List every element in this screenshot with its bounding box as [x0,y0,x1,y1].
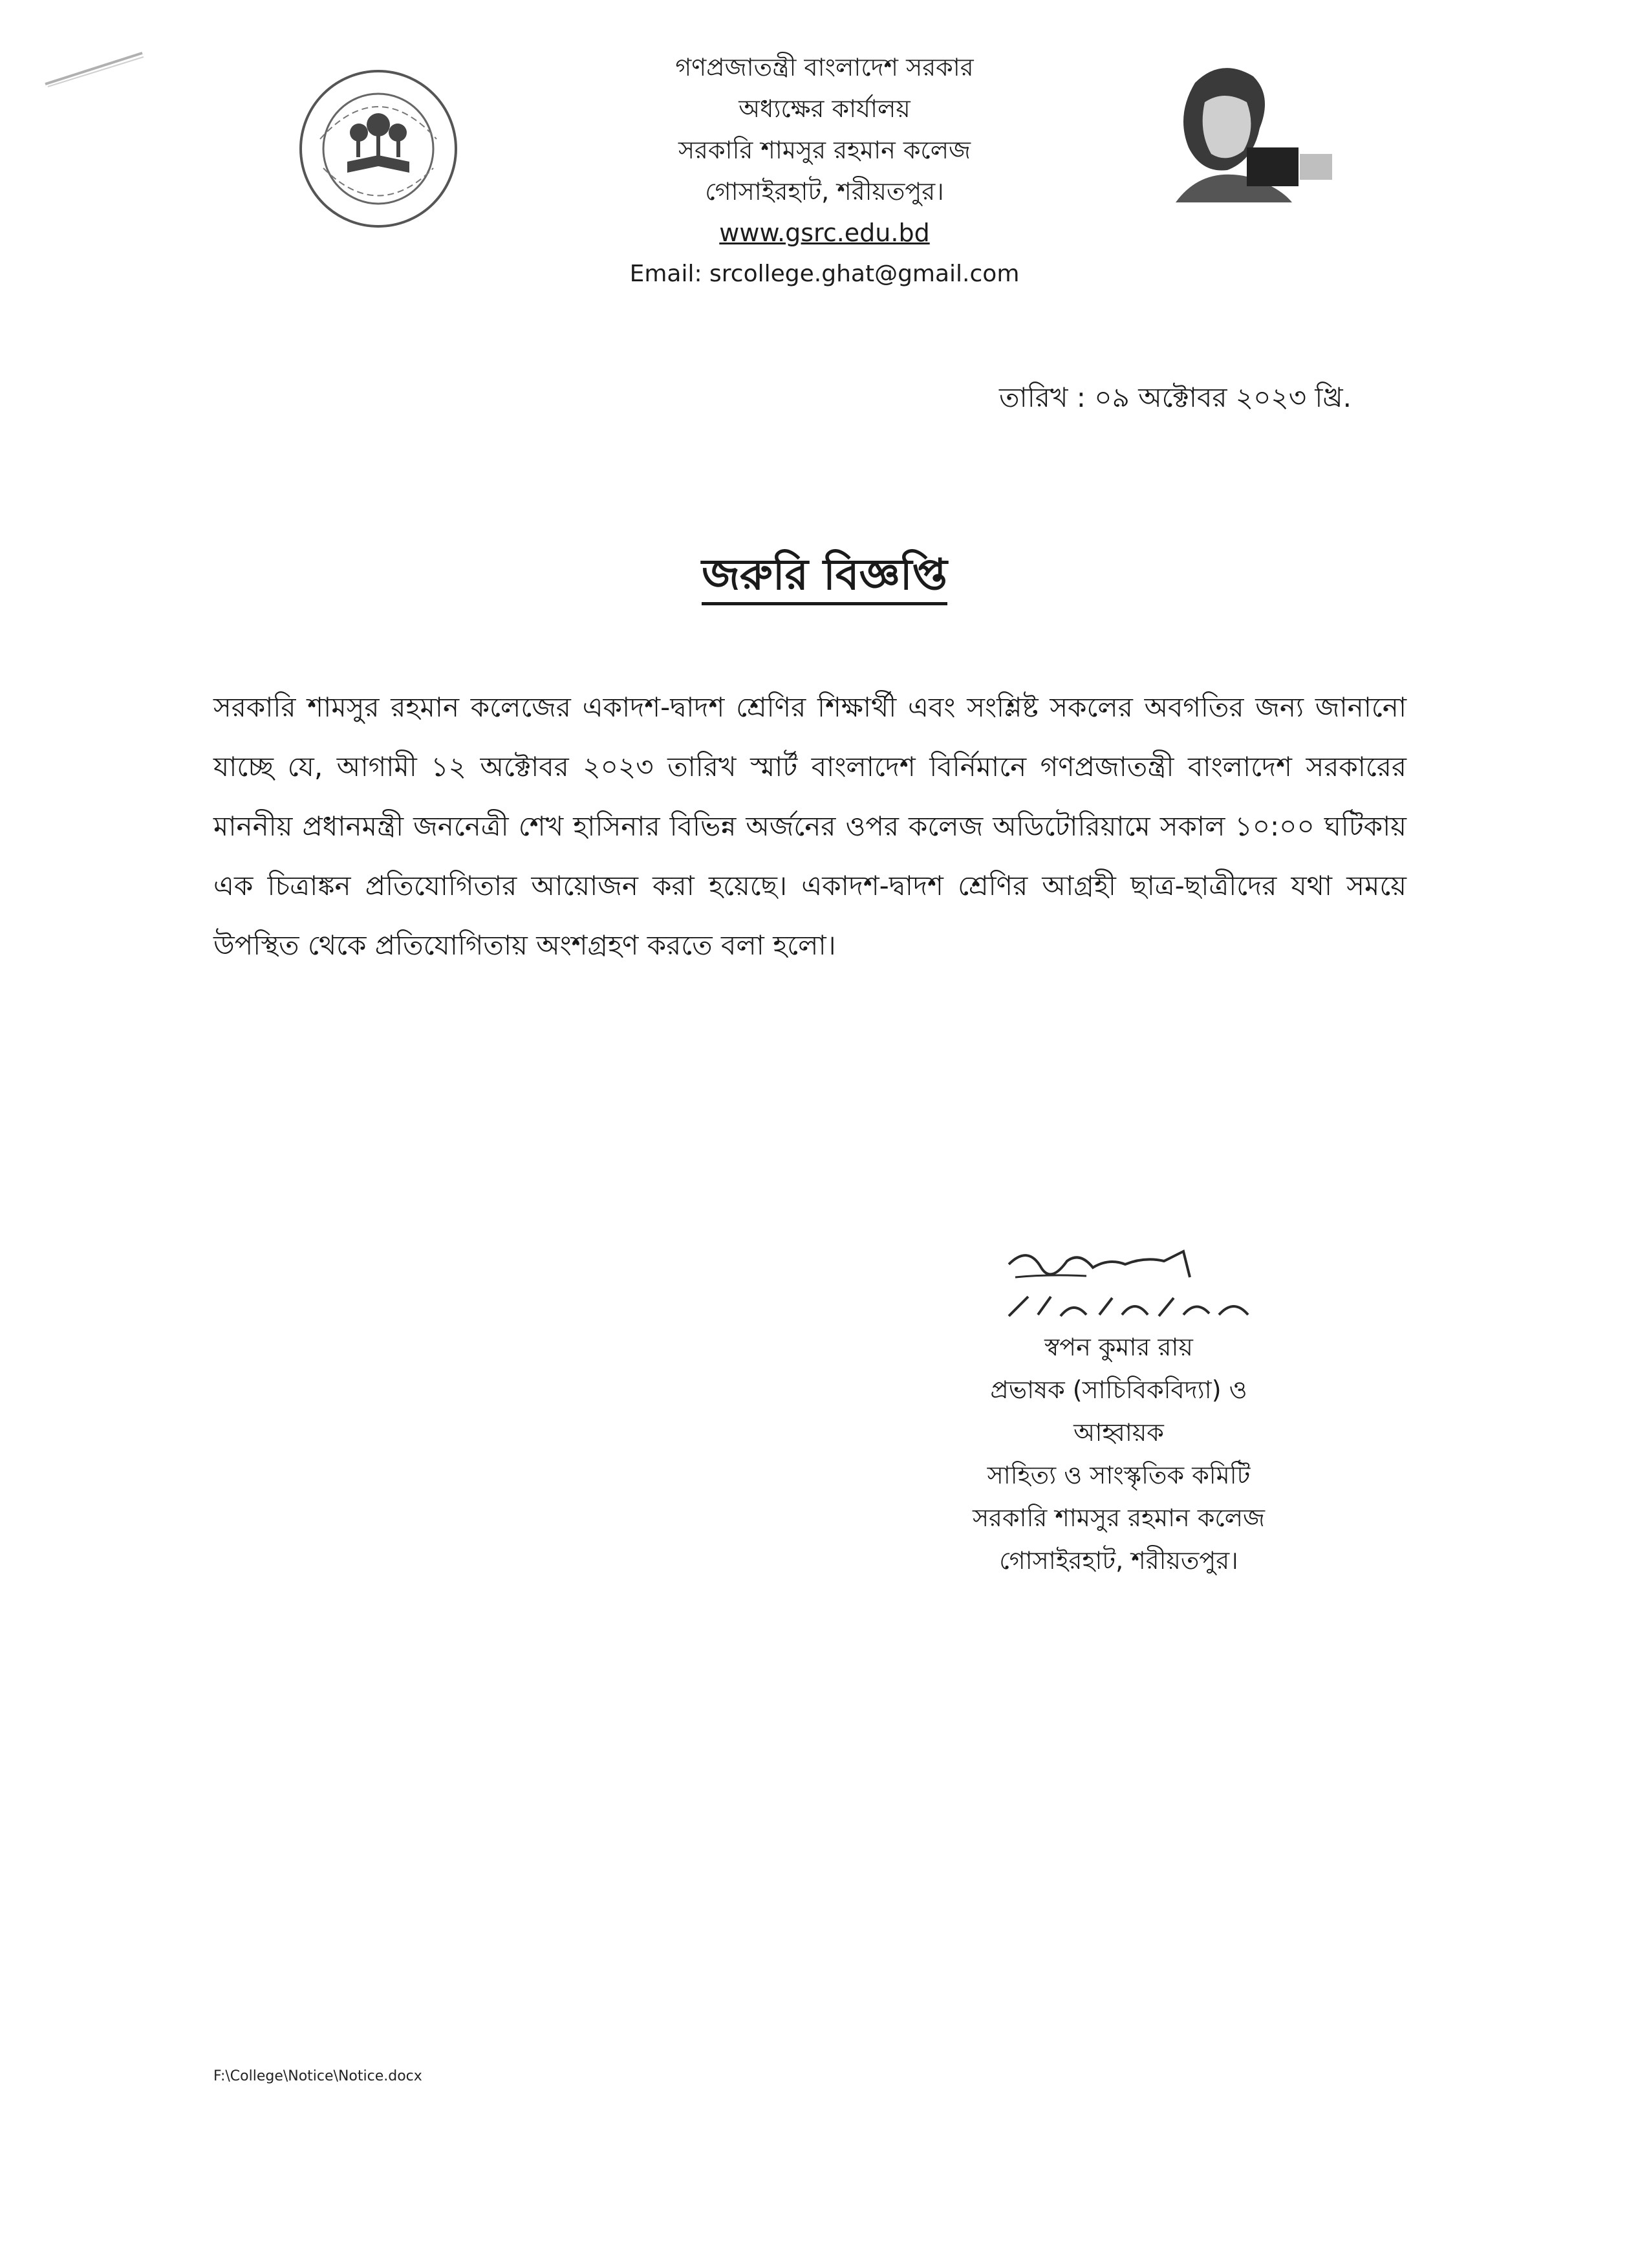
website-link[interactable]: www.gsrc.edu.bd [719,219,930,247]
signatory-address: গোসাইরহাট, শরীয়তপুর। [999,1546,1238,1575]
college-name: সরকারি শামসুর রহমান কলেজ [678,136,971,164]
notice-body: সরকারি শামসুর রহমান কলেজের একাদশ-দ্বাদশ শ্রেণির শিক্ষার্থী এবং সংশ্লিষ্ট সকলের অবগতির জন্য জানানো যাচ্ছে যে, আগামী ১২ অক্টোবর ২০২৩ তারিখ স্মার্ট বাংলাদেশ বির্নিমানে গণপ্রজাতন্ত্রী বাংলাদেশ সরকারের মাননীয় প্রধানমন্ত্রী জননেত্রী শেখ হাসিনার বিভিন্ন অর্জনের ওপর কলেজ অডিটোরিয়ামে সকাল ১০:০০ ঘটিকায় এক চিত্রাঙ্কন প্রতিযোগিতার আয়োজন করা হয়েছে। একাদশ-দ্বাদশ শ্রেণির আগ্রহী ছাত্র-ছাত্রীদের যথা সময়ে উপস্থিত থেকে প্রতিযোগিতায় অংশগ্রহণ করতে বলা হলো। [213,691,1406,961]
signatory-name: স্বপন কুমার রায় [1044,1333,1193,1361]
signatory-role: আহ্বায়ক [1073,1418,1164,1447]
handwritten-signature-icon [989,1238,1274,1329]
mujib-100-icon [1150,57,1337,206]
government-name: গণপ্রজাতন্ত্রী বাংলাদেশ সরকার [675,53,974,81]
signatory-committee: সাহিত্য ও সাংস্কৃতিক কমিটি [987,1461,1251,1489]
signatory-block [892,1326,1345,1582]
notice-title [0,542,1649,613]
notice-title-text: জরুরি বিজ্ঞপ্তি [702,550,947,605]
letterhead [501,47,1148,295]
signatory-college: সরকারি শামসুর রহমান কলেজ [972,1504,1266,1532]
office-name: অধ্যক্ষের কার্যালয় [738,94,911,123]
pen-mark-icon [39,45,149,91]
college-address: গোসাইরহাট, শরীয়তপুর। [705,177,944,206]
college-seal-icon [294,61,462,236]
notice-date: তারিখ : ০৯ অক্টোবর ২০২৩ খ্রি. [999,382,1352,413]
file-path: F:\College\Notice\Notice.docx [213,2068,422,2084]
signatory-designation: প্রভাষক (সাচিবিকবিদ্যা) ও [990,1376,1247,1404]
email-address: Email: srcollege.ghat@gmail.com [629,261,1020,287]
